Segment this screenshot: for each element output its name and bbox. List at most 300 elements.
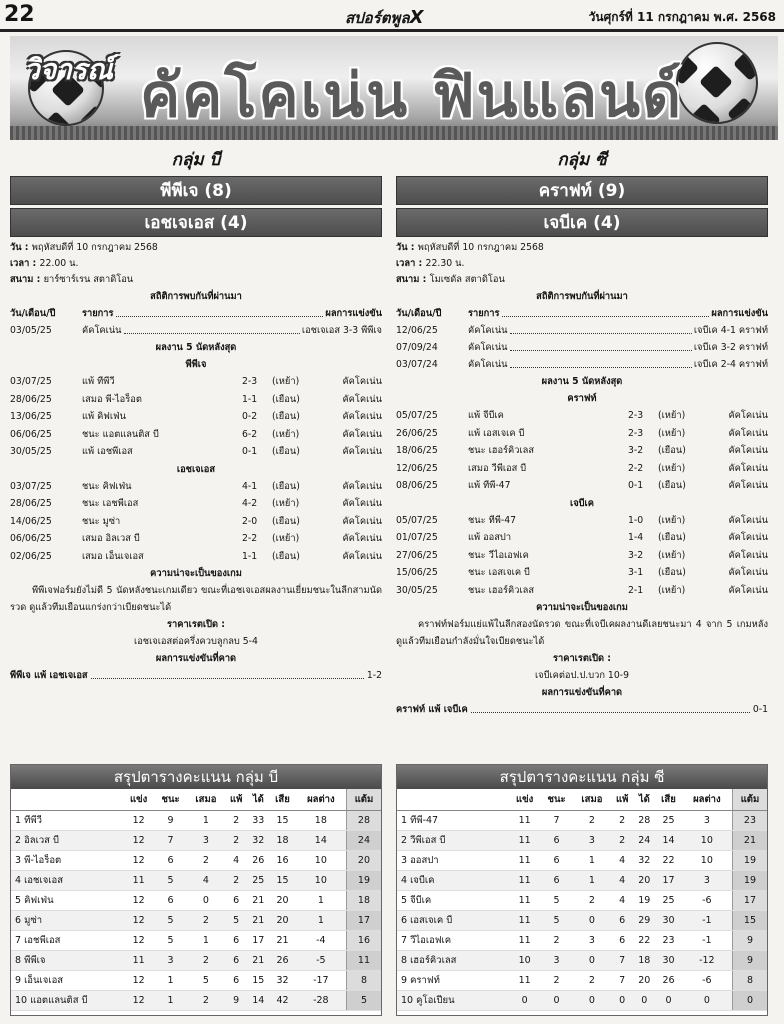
- form-score: 4-2: [242, 498, 258, 509]
- standings-title: สรุปตารางคะแนน กลุ่ม บี: [11, 765, 381, 789]
- stat-cell: 7: [540, 810, 573, 830]
- stat-cell: 6: [611, 910, 633, 930]
- stat-cell: 6: [540, 870, 573, 890]
- stat-cell: 11: [346, 950, 381, 970]
- stat-cell: 10: [682, 850, 733, 870]
- stat-cell: 10: [509, 950, 540, 970]
- form-row: [10, 495, 382, 513]
- stat-cell: 9: [732, 930, 767, 950]
- form-venue: (เยือน): [272, 446, 300, 457]
- stat-cell: 3: [154, 950, 187, 970]
- headline-banner: [10, 36, 778, 140]
- prediction-title: ผลการแข่งขันที่คาด: [155, 653, 237, 664]
- stat-cell: 14: [655, 830, 681, 850]
- stat-cell: 1: [187, 810, 225, 830]
- table-row: [397, 950, 767, 970]
- standings-title: สรุปตารางคะแนน กลุ่ม ซี: [397, 765, 767, 789]
- form-row: [10, 513, 382, 531]
- form-competition: คัคโคเน่น: [342, 428, 382, 440]
- form-result: ชนะ เฮอร์คิวเลส: [468, 584, 535, 596]
- stat-cell: 26: [655, 970, 681, 990]
- stat-cell: 5: [540, 910, 573, 930]
- form-date: 03/07/25: [10, 376, 52, 387]
- stat-cell: -1: [682, 930, 733, 950]
- stat-cell: 33: [247, 810, 269, 830]
- team-cell: 3 ออสปา: [397, 850, 509, 870]
- team-cell: 5 จีบีเค: [397, 890, 509, 910]
- form-score: 1-4: [628, 532, 644, 543]
- h2h-result: เจบีเค 4-1 คราฟท์: [693, 325, 768, 336]
- form-date: 15/06/25: [396, 567, 438, 578]
- h2h-date: 12/06/25: [396, 325, 438, 336]
- stat-cell: 12: [123, 930, 154, 950]
- table-row: [11, 950, 381, 970]
- form-result: แพ้ จีบีเค: [468, 410, 504, 421]
- column-header: ได้: [633, 789, 655, 810]
- form-venue: (เยือน): [658, 445, 686, 456]
- form-score: 6-2: [242, 428, 258, 440]
- stat-cell: 6: [225, 890, 247, 910]
- masthead: [0, 0, 784, 32]
- stat-cell: 12: [123, 830, 154, 850]
- stat-cell: 21: [269, 930, 295, 950]
- standings-header: [397, 789, 767, 810]
- table-row: [11, 870, 381, 890]
- column-header: ผลต่าง: [296, 789, 347, 810]
- stat-cell: -6: [682, 890, 733, 910]
- form-score: 3-2: [628, 549, 644, 561]
- home-team-bar: พีพีเจ (8): [10, 176, 382, 205]
- stat-cell: 18: [269, 830, 295, 850]
- stat-cell: 10: [682, 830, 733, 850]
- stat-cell: 6: [540, 850, 573, 870]
- stat-cell: 26: [247, 850, 269, 870]
- team-cell: 10 แอตแลนติส บี: [11, 990, 123, 1010]
- h2h-result: เอชเจเอส 3-3 พีพีเจ: [301, 325, 382, 336]
- stat-cell: 0: [655, 990, 681, 1010]
- form-venue: (เหย้า): [272, 376, 300, 387]
- form-competition: คัคโคเน่น: [342, 376, 382, 387]
- form-result: แพ้ เอสเจเค บี: [468, 427, 525, 439]
- group-title: กลุ่ม ซี: [557, 150, 607, 170]
- stat-cell: 11: [123, 870, 154, 890]
- stat-cell: 21: [247, 950, 269, 970]
- form-row: [10, 391, 382, 409]
- column-header: แพ้: [225, 789, 247, 810]
- form-date: 06/06/25: [10, 428, 52, 440]
- form-result: ชนะ เอชพีเอส: [82, 498, 139, 509]
- team-cell: 10 คูโอเปียน: [397, 990, 509, 1010]
- h2h-header: วัน/เดือน/ปี รายการ ผลการแข่งขัน: [396, 305, 768, 322]
- team-cell: 8 เฮอร์คิวเลส: [397, 950, 509, 970]
- leader-dots: [510, 356, 692, 368]
- stat-cell: 10: [296, 850, 347, 870]
- form-row: [396, 512, 768, 530]
- form-result: เสมอ อิลเวส บี: [82, 533, 140, 544]
- form-result: ชนะ คิฟเฟ่น: [82, 480, 132, 492]
- stat-cell: 11: [509, 890, 540, 910]
- chance-title: ความน่าจะเป็นของเกม: [150, 568, 242, 579]
- away-team-bar: เอชเจเอส (4): [10, 208, 382, 237]
- form-row: [396, 442, 768, 460]
- stat-cell: 23: [732, 810, 767, 830]
- chance-text: พีพีเจฟอร์มยังไม่ดี 5 นัดหลังชนะเกมเดียว ขณะที่เอชเจเอสผลงานเยี่ยมชนะในลีกสามนัดรวด ดูแล้วทีมเยือนแกร่งกว่าเบียดชนะได้: [10, 585, 382, 613]
- form-date: 12/06/25: [396, 462, 438, 474]
- stat-cell: 1: [154, 970, 187, 990]
- stat-cell: 2: [540, 970, 573, 990]
- match-time: เวลา : 22.00 น.: [10, 258, 79, 269]
- form-competition: คัคโคเน่น: [728, 567, 768, 578]
- team-cell: 5 คิฟเฟ่น: [11, 890, 123, 910]
- form-row: [10, 426, 382, 444]
- column-header: เสีย: [269, 789, 295, 810]
- stat-cell: 20: [346, 850, 381, 870]
- table-row: [397, 930, 767, 950]
- stat-cell: 9: [732, 950, 767, 970]
- form-competition: คัคโคเน่น: [728, 427, 768, 439]
- form-row: [396, 564, 768, 582]
- team-cell: 6 มูซ่า: [11, 910, 123, 930]
- form-venue: (เยือน): [272, 515, 300, 527]
- form-row: [396, 425, 768, 443]
- stat-cell: 20: [269, 910, 295, 930]
- stat-cell: 5: [154, 870, 187, 890]
- table-row: [11, 830, 381, 850]
- form-competition: คัคโคเน่น: [728, 445, 768, 456]
- table-row: [397, 910, 767, 930]
- stat-cell: 2: [225, 870, 247, 890]
- stat-cell: -1: [682, 910, 733, 930]
- stat-cell: -4: [296, 930, 347, 950]
- stat-cell: 28: [633, 810, 655, 830]
- team-cell: 4 เจบีเค: [397, 870, 509, 890]
- team-cell: 8 พีพีเจ: [11, 950, 123, 970]
- h2h-result: เจบีเค 2-4 คราฟท์: [693, 359, 768, 370]
- form-row: [10, 373, 382, 391]
- banner-tag: วิจารณ์: [24, 53, 113, 86]
- form-score: 2-1: [628, 584, 644, 596]
- odds-title: ราคาเรตเปิด :: [167, 619, 225, 630]
- stat-cell: 3: [540, 950, 573, 970]
- form-row: [10, 478, 382, 496]
- stat-cell: 0: [573, 990, 611, 1010]
- standings-table-group-c: [396, 764, 768, 1016]
- match-preview-left: [10, 148, 382, 756]
- table-row: [11, 910, 381, 930]
- stat-cell: 3: [573, 830, 611, 850]
- h2h-competition: คัคโคเน่น: [468, 325, 508, 336]
- stat-cell: 17: [655, 870, 681, 890]
- home-form-title: คราฟท์: [567, 393, 597, 404]
- h2h-date: 03/05/25: [10, 325, 52, 336]
- form-competition: คัคโคเน่น: [342, 533, 382, 544]
- leader-dots: [510, 339, 692, 351]
- stat-cell: 17: [346, 910, 381, 930]
- column-header: ชนะ: [540, 789, 573, 810]
- stat-cell: 18: [346, 890, 381, 910]
- odds-title: ราคาเรตเปิด :: [553, 653, 611, 664]
- stat-cell: 5: [154, 930, 187, 950]
- away-team-bar: เจบีเค (4): [396, 208, 768, 237]
- form-venue: (เหย้า): [658, 549, 686, 561]
- stat-cell: 20: [633, 970, 655, 990]
- stat-cell: 5: [540, 890, 573, 910]
- column-header: แพ้: [611, 789, 633, 810]
- stat-cell: 3: [682, 810, 733, 830]
- stat-cell: 11: [123, 950, 154, 970]
- brand-x: X: [409, 7, 424, 28]
- stat-cell: 0: [540, 990, 573, 1010]
- form-competition: คัคโคเน่น: [342, 393, 382, 405]
- h2h-list: [396, 322, 768, 373]
- stat-cell: 0: [732, 990, 767, 1010]
- team-cell: 7 วีไอเอฟเค: [397, 930, 509, 950]
- form-result: เสมอ พี-ไอร็อต: [82, 393, 142, 405]
- stat-cell: 4: [611, 870, 633, 890]
- stat-cell: 12: [123, 850, 154, 870]
- h2h-title: สถิติการพบกันที่ผ่านมา: [150, 291, 242, 302]
- form-score: 2-3: [628, 427, 644, 439]
- form-competition: คัคโคเน่น: [342, 446, 382, 457]
- stat-cell: 11: [509, 850, 540, 870]
- stat-cell: -28: [296, 990, 347, 1010]
- form-date: 05/07/25: [396, 410, 438, 421]
- column-header: แต้ม: [732, 789, 767, 810]
- stat-cell: 25: [247, 870, 269, 890]
- form-venue: (เหย้า): [658, 514, 686, 526]
- stat-cell: 8: [346, 970, 381, 990]
- stat-cell: 15: [732, 910, 767, 930]
- form-competition: คัคโคเน่น: [342, 411, 382, 422]
- match-preview-right: [396, 148, 768, 756]
- stat-cell: 15: [247, 970, 269, 990]
- form-row: [396, 460, 768, 478]
- stat-cell: 22: [633, 930, 655, 950]
- leader-dots: [510, 322, 692, 334]
- stat-cell: 1: [154, 990, 187, 1010]
- form-date: 30/05/25: [10, 446, 52, 457]
- column-header: แข่ง: [123, 789, 154, 810]
- stat-cell: 11: [509, 930, 540, 950]
- stat-cell: 2: [540, 930, 573, 950]
- h2h-title: สถิติการพบกันที่ผ่านมา: [536, 291, 628, 302]
- prediction: พีพีเจ แพ้ เอชเจเอส 1-2: [10, 667, 382, 684]
- team-cell: 1 ทีพีวี: [11, 810, 123, 830]
- form-score: 3-2: [628, 445, 644, 456]
- form-venue: (เหย้า): [272, 498, 300, 509]
- form-score: 0-1: [242, 446, 258, 457]
- stat-cell: 6: [611, 930, 633, 950]
- form-date: 03/07/25: [10, 480, 52, 492]
- column-header: [397, 789, 509, 810]
- home-team-bar: คราฟท์ (9): [396, 176, 768, 205]
- stat-cell: 19: [346, 870, 381, 890]
- h2h-competition: คัคโคเน่น: [468, 342, 508, 353]
- form-result: เสมอ วีพีเอส บี: [468, 462, 527, 474]
- stat-cell: 2: [573, 890, 611, 910]
- issue-date: วันศุกร์ที่ 11 กรกฎาคม พ.ศ. 2568: [588, 10, 776, 24]
- form-venue: (เยือน): [658, 480, 686, 491]
- stat-cell: 1: [187, 930, 225, 950]
- form-title: ผลงาน 5 นัดหลังสุด: [541, 376, 623, 387]
- stat-cell: 2: [573, 970, 611, 990]
- stat-cell: 23: [655, 930, 681, 950]
- brand-logo: [345, 6, 423, 30]
- h2h-row: [396, 322, 768, 339]
- team-cell: 3 พี-ไอร็อต: [11, 850, 123, 870]
- column-header: แข่ง: [509, 789, 540, 810]
- form-date: 27/06/25: [396, 549, 438, 561]
- stat-cell: 21: [247, 890, 269, 910]
- form-competition: คัคโคเน่น: [728, 514, 768, 526]
- form-score: 1-1: [242, 550, 258, 562]
- stat-cell: 4: [187, 870, 225, 890]
- stat-cell: 11: [509, 910, 540, 930]
- stat-cell: 2: [611, 810, 633, 830]
- stat-cell: 5: [225, 910, 247, 930]
- form-competition: คัคโคเน่น: [728, 549, 768, 561]
- stat-cell: 2: [187, 850, 225, 870]
- form-row: [396, 477, 768, 495]
- home-form-list: [10, 373, 382, 461]
- form-venue: (เหย้า): [658, 427, 686, 439]
- column-header: เสมอ: [187, 789, 225, 810]
- stat-cell: 24: [346, 830, 381, 850]
- stat-cell: 11: [509, 830, 540, 850]
- team-cell: 6 เอสเจเค บี: [397, 910, 509, 930]
- h2h-date: 03/07/24: [396, 359, 438, 370]
- form-venue: (เหย้า): [658, 462, 686, 474]
- h2h-competition: คัคโคเน่น: [82, 325, 122, 336]
- stat-cell: 24: [633, 830, 655, 850]
- form-date: 05/07/25: [396, 514, 438, 526]
- match-day: วัน : พฤหัสบดีที่ 10 กรกฎาคม 2568: [10, 242, 158, 253]
- form-date: 08/06/25: [396, 480, 438, 491]
- banner-title: คัคโคเน่น ฟินแลนด์: [140, 61, 683, 131]
- form-competition: คัคโคเน่น: [342, 498, 382, 509]
- stat-cell: 12: [123, 890, 154, 910]
- h2h-result: เจบีเค 3-2 คราฟท์: [693, 342, 768, 353]
- stat-cell: 6: [540, 830, 573, 850]
- away-form-title: เจบีเค: [570, 497, 594, 509]
- away-form-list: [10, 478, 382, 566]
- stat-cell: 25: [655, 890, 681, 910]
- stat-cell: 6: [225, 970, 247, 990]
- stat-cell: 15: [269, 810, 295, 830]
- column-header: [11, 789, 123, 810]
- table-row: [397, 970, 767, 990]
- stat-cell: 32: [633, 850, 655, 870]
- stat-cell: -5: [296, 950, 347, 970]
- form-row: [10, 443, 382, 461]
- stat-cell: 20: [633, 870, 655, 890]
- stat-cell: 0: [573, 910, 611, 930]
- stat-cell: 20: [269, 890, 295, 910]
- stat-cell: 2: [225, 810, 247, 830]
- stat-cell: 1: [573, 850, 611, 870]
- stat-cell: 11: [509, 810, 540, 830]
- stat-cell: 28: [346, 810, 381, 830]
- stat-cell: 0: [682, 990, 733, 1010]
- column-header: เสมอ: [573, 789, 611, 810]
- page-number: 22: [4, 2, 35, 27]
- column-header: เสีย: [655, 789, 681, 810]
- h2h-row: [10, 322, 382, 339]
- away-form-list: [396, 512, 768, 600]
- stat-cell: 29: [633, 910, 655, 930]
- stat-cell: 1: [296, 910, 347, 930]
- odds-text: เจบีเคต่อป.ป.บวก 10-9: [534, 670, 630, 681]
- form-date: 30/05/25: [396, 584, 438, 596]
- form-competition: คัคโคเน่น: [342, 480, 382, 492]
- stat-cell: 12: [123, 970, 154, 990]
- stat-cell: 1: [573, 870, 611, 890]
- stat-cell: 16: [346, 930, 381, 950]
- form-row: [396, 547, 768, 565]
- table-row: [11, 990, 381, 1010]
- form-result: ชนะ เฮอร์คิวเลส: [468, 445, 535, 456]
- column-header: ได้: [247, 789, 269, 810]
- form-score: 2-3: [242, 376, 258, 387]
- stat-cell: 4: [225, 850, 247, 870]
- form-venue: (เยือน): [658, 532, 686, 543]
- stat-cell: 4: [611, 850, 633, 870]
- standings-grid: [397, 789, 767, 1011]
- stat-cell: 11: [509, 970, 540, 990]
- form-score: 2-2: [242, 533, 258, 544]
- form-result: ชนะ ทีพี-47: [468, 514, 517, 526]
- group-title: กลุ่ม บี: [171, 150, 221, 170]
- h2h-competition: คัคโคเน่น: [468, 359, 508, 370]
- form-venue: (เยือน): [272, 411, 300, 422]
- form-score: 1-0: [628, 514, 644, 526]
- stat-cell: 7: [611, 970, 633, 990]
- form-date: 14/06/25: [10, 515, 52, 527]
- stat-cell: -12: [682, 950, 733, 970]
- match-venue: สนาม : โมเซดัล สตาดิโอน: [396, 274, 505, 285]
- team-cell: 1 ทีพี-47: [397, 810, 509, 830]
- form-score: 2-0: [242, 515, 258, 527]
- stat-cell: 0: [509, 990, 540, 1010]
- form-score: 4-1: [242, 480, 258, 492]
- stat-cell: 10: [296, 870, 347, 890]
- form-score: 2-3: [628, 410, 644, 421]
- stat-cell: 7: [154, 830, 187, 850]
- form-venue: (เหย้า): [658, 584, 686, 596]
- form-date: 01/07/25: [396, 532, 438, 543]
- form-result: แพ้ คิฟเฟ่น: [82, 411, 126, 422]
- form-date: 18/06/25: [396, 445, 438, 456]
- home-form-title: พีพีเจ: [185, 359, 207, 370]
- stat-cell: 8: [732, 970, 767, 990]
- stat-cell: 1: [296, 890, 347, 910]
- standings-header: [11, 789, 381, 810]
- away-form-title: เอชเจเอส: [176, 463, 216, 475]
- form-competition: คัคโคเน่น: [728, 410, 768, 421]
- h2h-header: วัน/เดือน/ปี รายการ ผลการแข่งขัน: [10, 305, 382, 322]
- stat-cell: 17: [732, 890, 767, 910]
- column-header: ชนะ: [154, 789, 187, 810]
- chance-text: คราฟท์ฟอร์มแย่แพ้ในลีกสองนัดรวด ขณะที่เจบีเคผลงานดีเลยชนะมา 4 จาก 5 เกมหลัง ดูแล้วทีมเยือนกำลังมั่นใจเบียดชนะได้: [396, 619, 768, 647]
- form-title: ผลงาน 5 นัดหลังสุด: [155, 342, 237, 353]
- match-time: เวลา : 22.30 น.: [396, 258, 465, 269]
- stat-cell: 3: [682, 870, 733, 890]
- stat-cell: 2: [187, 950, 225, 970]
- table-row: [397, 890, 767, 910]
- form-row: [10, 548, 382, 566]
- stat-cell: -17: [296, 970, 347, 990]
- stat-cell: 5: [346, 990, 381, 1010]
